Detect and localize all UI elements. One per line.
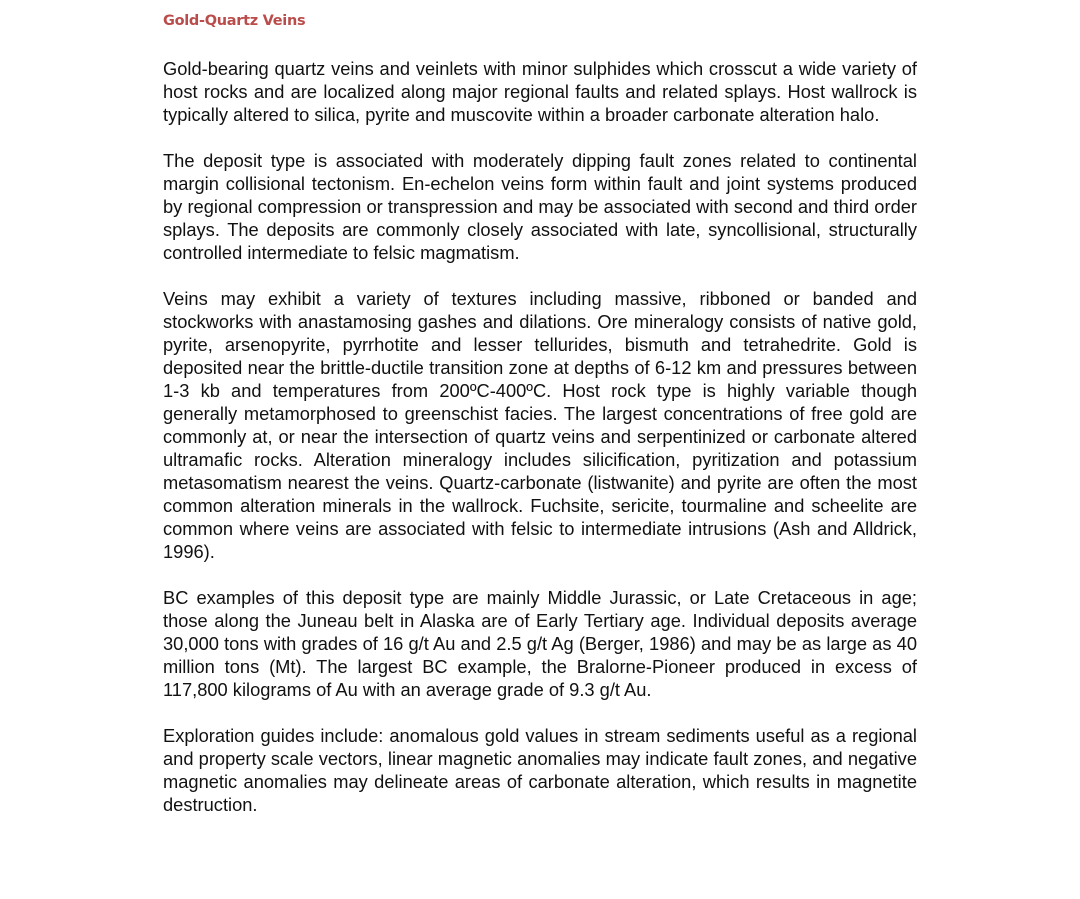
section-body [163,57,917,816]
section-heading: Gold-Quartz Veins [163,13,306,29]
paragraph-exploration-guides: Exploration guides include: anomalous gold values in stream sediments useful as a regional and property scale vectors, linear magnetic anomalies may indicate fault zones, and negative magnetic anomalies may delineate areas of carbonate alteration, which results in magnetite destruction. [163,725,917,815]
paragraph-tectonic-setting: The deposit type is associated with moderately dipping fault zones related to continental margin collisional tectonism. En-echelon veins form within fault and joint systems produced by regional compression or transpression and may be associated with second and third order splays. The deposits are commonly closely associated with late, syncollisional, structurally controlled intermediate to felsic magmatism. [163,150,917,263]
paragraph-overview: Gold-bearing quartz veins and veinlets with minor sulphides which crosscut a wide variety of host rocks and are localized along major regional faults and related splays. Host wallrock is typically altered to silica, pyrite and muscovite within a broader carbonate alteration halo. [163,58,917,125]
paragraph-bc-examples: BC examples of this deposit type are mainly Middle Jurassic, or Late Cretaceous in age; those along the Juneau belt in Alaska are of Early Tertiary age. Individual deposits average 30,000 tons with grades of 16 g/t Au and 2.5 g/t Ag (Berger, 1986) and may be as large as 40 million tons (Mt). The largest BC example, the Bralorne-Pioneer produced in excess of 117,800 kilograms of Au with an average grade of 9.3 g/t Au. [163,587,917,700]
paragraph-mineralogy: Veins may exhibit a variety of textures including massive, ribboned or banded and stockworks with anastamosing gashes and dilations. Ore mineralogy consists of native gold, pyrite, arsenopyrite, pyrrhotite and lesser tellurides, bismuth and tetrahedrite. Gold is deposited near the brittle-ductile transition zone at depths of 6-12 km and pressures between 1-3 kb and temperatures from 200ºC-400ºC. Host rock type is highly variable though generally metamorphosed to greenschist facies. The largest concentrations of free gold are commonly at, or near the intersection of quartz veins and serpentinized or carbonate altered ultramafic rocks. Alteration mineralogy includes silicification, pyritization and potassium metasomatism nearest the veins. Quartz-carbonate (listwanite) and pyrite are often the most common alteration minerals in the wallrock. Fuchsite, sericite, tourmaline and scheelite are common where veins are associated with felsic to intermediate intrusions (Ash and Alldrick, 1996). [163,288,917,562]
